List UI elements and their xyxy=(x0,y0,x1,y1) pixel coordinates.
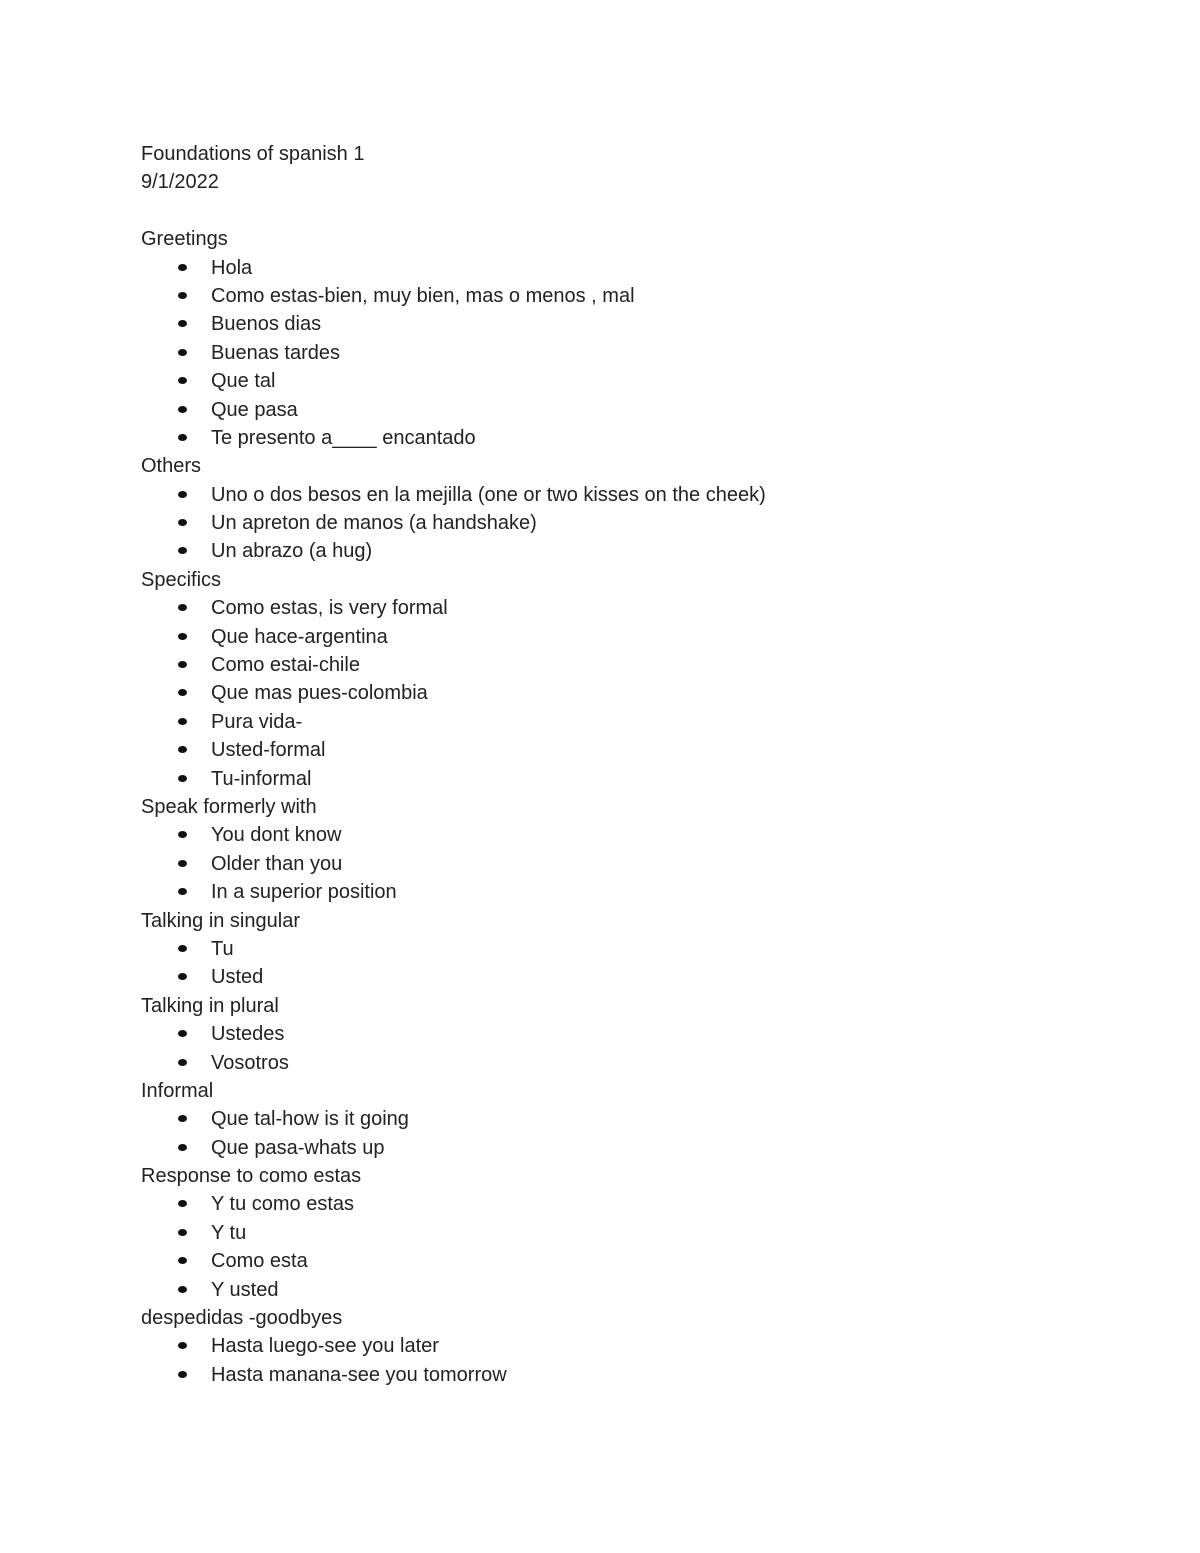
list-item-text: Hasta luego-see you later xyxy=(211,1335,439,1358)
list-item xyxy=(141,367,1121,395)
list-item-text: Uno o dos besos en la mejilla (one or two kisses on the cheek) xyxy=(211,483,766,506)
bullet-list xyxy=(141,481,1121,566)
list-item-text: Y usted xyxy=(211,1278,279,1301)
list-item-text: Como estas, is very formal xyxy=(211,597,448,620)
section-heading: Greetings xyxy=(141,228,228,251)
notes-section xyxy=(141,1304,1121,1389)
list-item xyxy=(141,651,1121,679)
list-item xyxy=(141,1190,1121,1218)
list-item xyxy=(141,509,1121,537)
list-item xyxy=(141,1276,1121,1304)
list-item xyxy=(141,396,1121,424)
bullet-icon xyxy=(178,434,187,441)
notes-section xyxy=(141,1077,1121,1162)
list-item xyxy=(141,339,1121,367)
list-item-text: Y tu xyxy=(211,1221,247,1244)
bullet-icon xyxy=(178,746,187,753)
list-item xyxy=(141,736,1121,764)
list-item-text: Como estas-bien, muy bien, mas o menos , mal xyxy=(211,284,635,307)
bullet-icon xyxy=(178,349,187,356)
bullet-icon xyxy=(178,633,187,640)
bullet-list xyxy=(141,1190,1121,1304)
list-item-text: Pura vida- xyxy=(211,710,303,733)
bullet-icon xyxy=(178,888,187,895)
section-heading: Informal xyxy=(141,1079,214,1102)
list-item-text: Como estai-chile xyxy=(211,654,360,677)
list-item-text: Que tal-how is it going xyxy=(211,1108,409,1131)
list-item xyxy=(141,1219,1121,1247)
list-item xyxy=(141,310,1121,338)
list-item xyxy=(141,1020,1121,1048)
section-heading: Others xyxy=(141,455,202,478)
blank-line xyxy=(141,197,1121,225)
list-item xyxy=(141,765,1121,793)
notes-section xyxy=(141,452,1121,566)
notes-section xyxy=(141,992,1121,1077)
bullet-icon xyxy=(178,519,187,526)
list-item-text: Un abrazo (a hug) xyxy=(211,540,373,563)
list-item-text: Que hace-argentina xyxy=(211,625,388,648)
bullet-list xyxy=(141,1020,1121,1077)
list-item-text: Tu-informal xyxy=(211,767,312,790)
bullet-icon xyxy=(178,406,187,413)
list-item xyxy=(141,1361,1121,1389)
list-item-text: Que mas pues-colombia xyxy=(211,682,428,705)
list-item xyxy=(141,282,1121,310)
list-item xyxy=(141,1105,1121,1133)
bullet-list xyxy=(141,1105,1121,1162)
list-item-text: Un apreton de manos (a handshake) xyxy=(211,512,537,535)
list-item xyxy=(141,1247,1121,1275)
list-item xyxy=(141,850,1121,878)
section-heading: Talking in plural xyxy=(141,994,279,1017)
bullet-icon xyxy=(178,689,187,696)
list-item xyxy=(141,481,1121,509)
list-item-text: Como esta xyxy=(211,1250,308,1273)
bullet-icon xyxy=(178,945,187,952)
bullet-list xyxy=(141,935,1121,992)
bullet-icon xyxy=(178,1286,187,1293)
bullet-icon xyxy=(178,775,187,782)
list-item-text: Vosotros xyxy=(211,1051,289,1074)
list-item-text: In a superior position xyxy=(211,881,397,904)
bullet-icon xyxy=(178,1030,187,1037)
list-item xyxy=(141,1134,1121,1162)
bullet-icon xyxy=(178,264,187,271)
bullet-icon xyxy=(178,973,187,980)
list-item-text: Buenos dias xyxy=(211,313,322,336)
notes-sections xyxy=(141,225,1121,1389)
bullet-icon xyxy=(178,1371,187,1378)
list-item-text: Te presento a____ encantado xyxy=(211,426,476,449)
list-item-text: Que tal xyxy=(211,370,276,393)
list-item xyxy=(141,623,1121,651)
list-item xyxy=(141,821,1121,849)
bullet-list xyxy=(141,594,1121,793)
list-item-text: Que pasa-whats up xyxy=(211,1136,385,1159)
list-item-text: You dont know xyxy=(211,824,342,847)
section-heading: Specifics xyxy=(141,568,222,591)
list-item xyxy=(141,935,1121,963)
bullet-icon xyxy=(178,860,187,867)
list-item-text: Tu xyxy=(211,937,234,960)
bullet-list xyxy=(141,821,1121,906)
list-item xyxy=(141,679,1121,707)
notes-section xyxy=(141,907,1121,992)
list-item-text: Usted xyxy=(211,966,264,989)
document-date: 9/1/2022 xyxy=(141,171,219,194)
bullet-list xyxy=(141,254,1121,453)
bullet-icon xyxy=(178,718,187,725)
section-heading: despedidas -goodbyes xyxy=(141,1307,343,1330)
bullet-icon xyxy=(178,1059,187,1066)
list-item xyxy=(141,537,1121,565)
bullet-icon xyxy=(178,292,187,299)
notes-section xyxy=(141,1162,1121,1304)
list-item-text: Hasta manana-see you tomorrow xyxy=(211,1363,507,1386)
bullet-icon xyxy=(178,831,187,838)
bullet-icon xyxy=(178,661,187,668)
bullet-icon xyxy=(178,1200,187,1207)
notes-section xyxy=(141,566,1121,793)
bullet-icon xyxy=(178,1257,187,1264)
bullet-icon xyxy=(178,1144,187,1151)
bullet-icon xyxy=(178,1229,187,1236)
list-item xyxy=(141,1332,1121,1360)
list-item xyxy=(141,963,1121,991)
bullet-icon xyxy=(178,1342,187,1349)
list-item xyxy=(141,1049,1121,1077)
list-item-text: Y tu como estas xyxy=(211,1193,355,1216)
list-item xyxy=(141,254,1121,282)
bullet-icon xyxy=(178,547,187,554)
notes-section xyxy=(141,793,1121,907)
bullet-icon xyxy=(178,320,187,327)
bullet-icon xyxy=(178,377,187,384)
bullet-icon xyxy=(178,491,187,498)
notes-section xyxy=(141,225,1121,452)
section-heading: Talking in singular xyxy=(141,909,300,932)
bullet-list xyxy=(141,1332,1121,1389)
document-title: Foundations of spanish 1 xyxy=(141,143,365,165)
bullet-icon xyxy=(178,1115,187,1122)
bullet-icon xyxy=(178,604,187,611)
list-item xyxy=(141,708,1121,736)
list-item-text: Que pasa xyxy=(211,398,298,421)
section-heading: Speak formerly with xyxy=(141,795,317,818)
section-heading: Response to como estas xyxy=(141,1165,362,1188)
list-item xyxy=(141,878,1121,906)
document-body xyxy=(141,140,1121,1389)
list-item-text: Hola xyxy=(211,256,253,279)
list-item-text: Buenas tardes xyxy=(211,341,340,364)
list-item-text: Ustedes xyxy=(211,1023,285,1046)
list-item-text: Older than you xyxy=(211,852,343,875)
list-item xyxy=(141,594,1121,622)
list-item-text: Usted-formal xyxy=(211,739,326,762)
list-item xyxy=(141,424,1121,452)
